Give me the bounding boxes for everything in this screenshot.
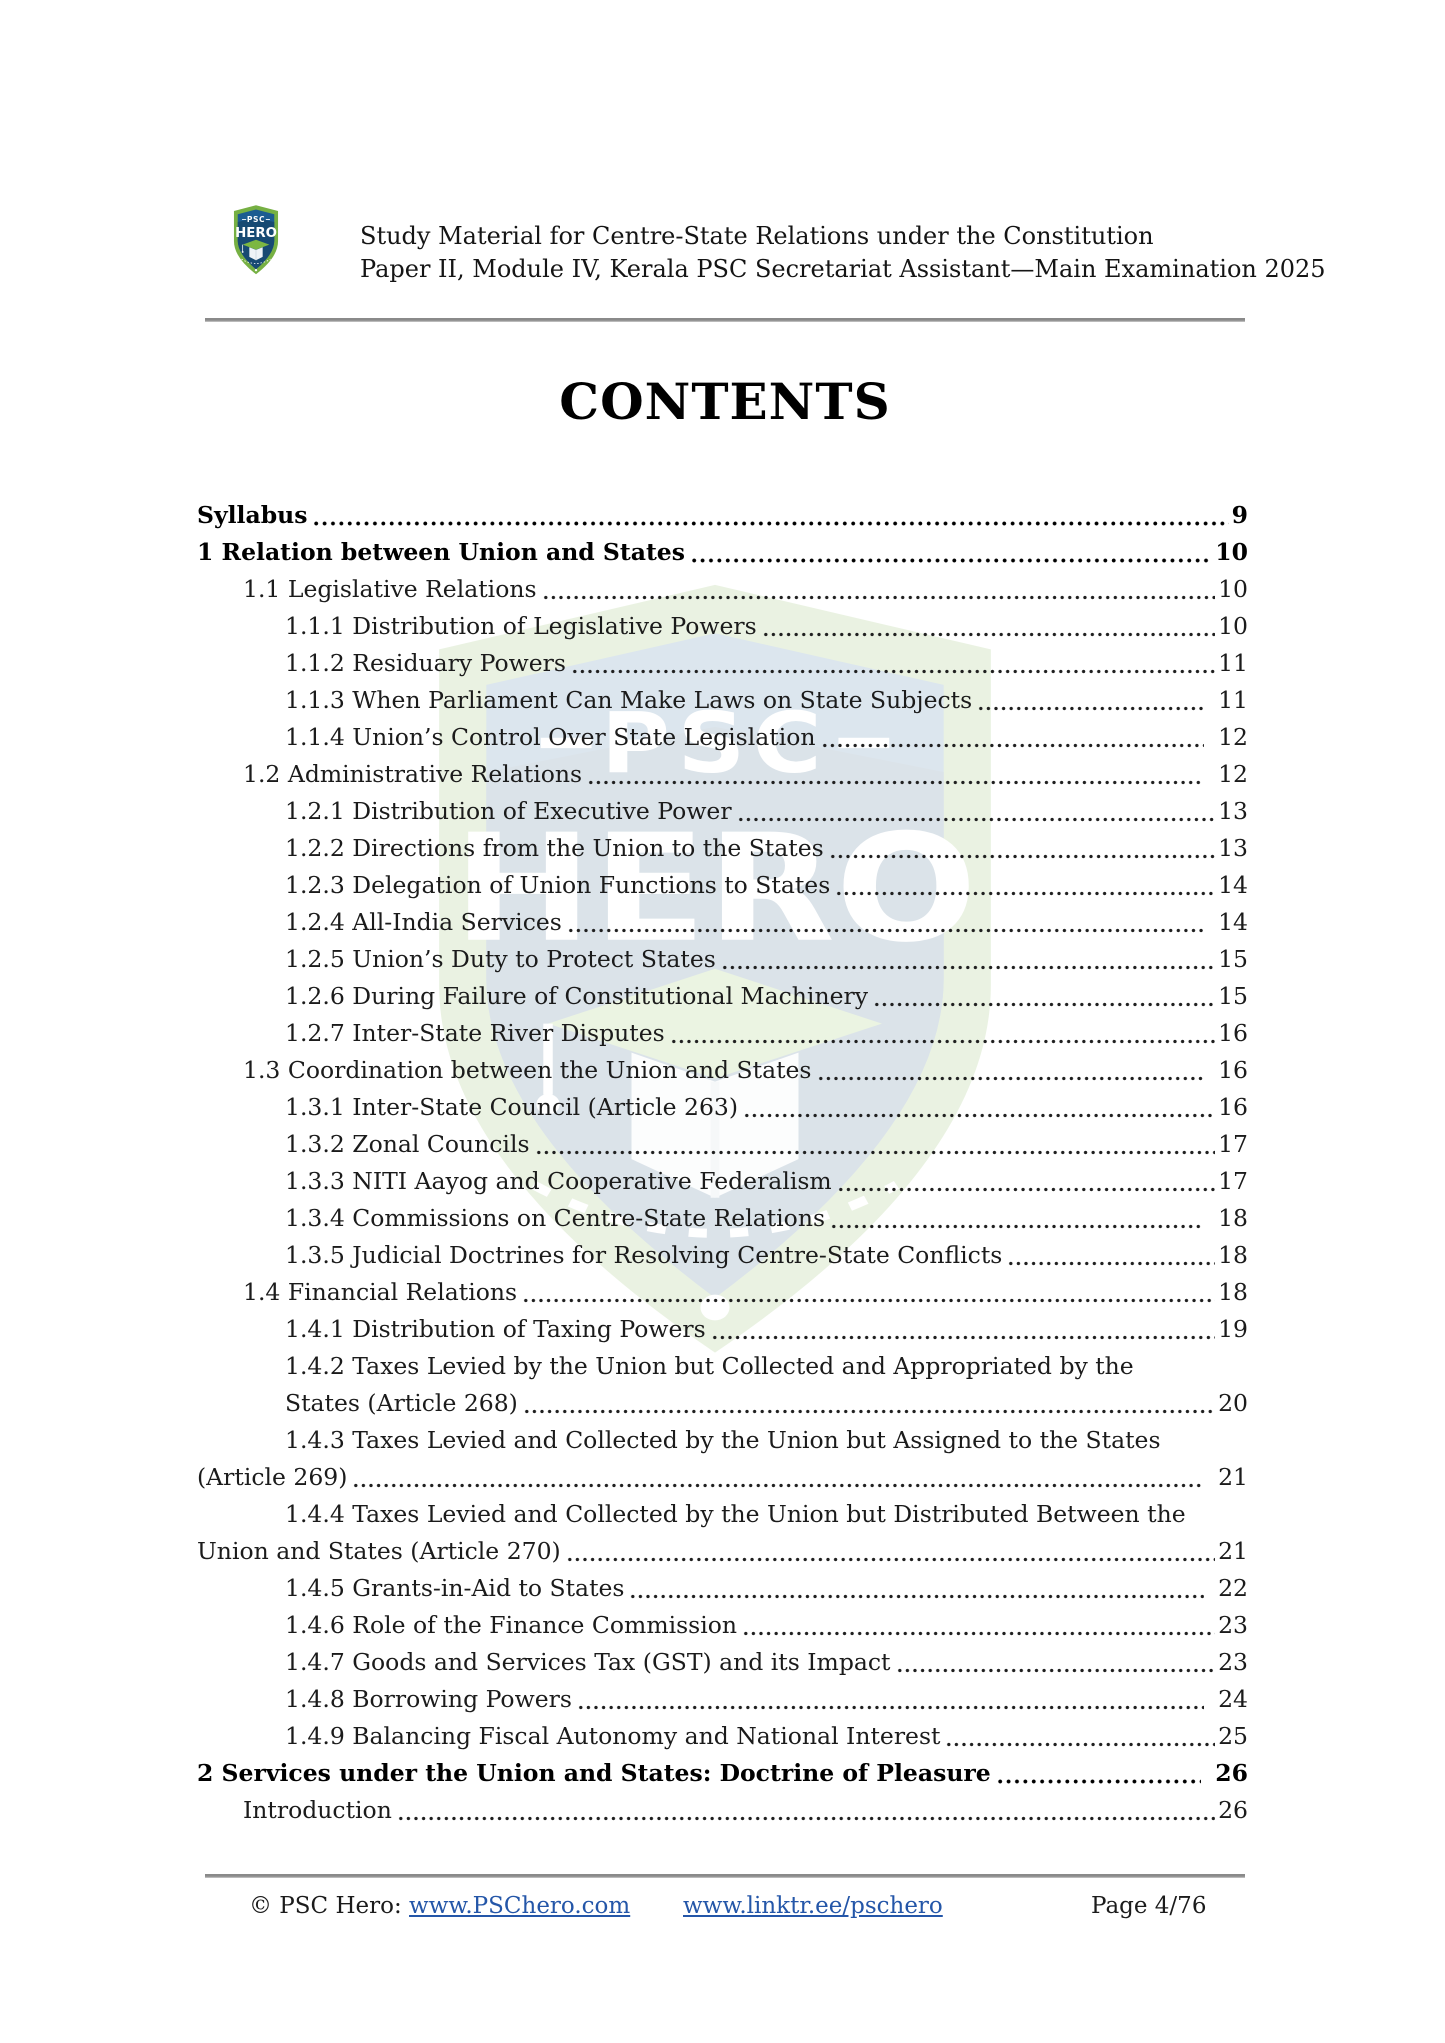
dot-leader: [721, 941, 1215, 978]
toc-entry[interactable]: [197, 978, 1248, 1015]
toc-entry[interactable]: [197, 941, 1248, 978]
dot-leader: [711, 1311, 1215, 1348]
header-line2: Paper II, Module IV, Kerala PSC Secretariat Assistant—Main Examination 2025: [360, 255, 1326, 283]
toc-entry-label: 1.2.1 Distribution of Executive Power: [285, 797, 732, 825]
dot-leader: [522, 1274, 1215, 1311]
toc-entry-label: 1.4 Financial Relations: [243, 1278, 518, 1306]
header-line1: Study Material for Centre-State Relations under the Constitution: [360, 222, 1154, 250]
toc-entry-label: 1.3.3 NITI Aayog and Cooperative Federalism: [285, 1167, 832, 1195]
toc-page-number: 14: [1218, 871, 1248, 899]
toc-page-number: 10: [1218, 612, 1248, 640]
dot-leader: [523, 1385, 1215, 1422]
toc-page-number: 18: [1218, 1278, 1248, 1306]
toc-entry-label: 1.1.3 When Parliament Can Make Laws on State Subjects: [285, 686, 973, 714]
toc-entry[interactable]: [197, 1311, 1248, 1348]
toc-page-number: 22: [1218, 1574, 1248, 1602]
toc-entry-label: 1.4.8 Borrowing Powers: [285, 1685, 572, 1713]
dot-leader: [312, 497, 1228, 534]
toc-entry[interactable]: [197, 497, 1248, 534]
toc-page-number: 16: [1218, 1019, 1248, 1047]
dot-leader: [566, 1533, 1215, 1570]
dot-leader: [352, 1459, 1204, 1496]
toc-page-number: 13: [1218, 834, 1248, 862]
toc-entry[interactable]: [197, 793, 1248, 830]
toc-entry[interactable]: [197, 1422, 1248, 1496]
toc-entry[interactable]: [197, 534, 1248, 571]
toc-entry-label: 1.3 Coordination between the Union and States: [243, 1056, 812, 1084]
dot-leader: [743, 1089, 1215, 1126]
toc-entry[interactable]: [197, 645, 1248, 682]
dot-leader: [896, 1644, 1216, 1681]
toc-page-number: 25: [1218, 1722, 1248, 1750]
toc-entry[interactable]: [197, 1570, 1248, 1607]
toc-entry-label: 1.4.4 Taxes Levied and Collected by the Union but Distributed Between the: [285, 1500, 1186, 1528]
dot-leader: [817, 1052, 1205, 1089]
toc-entry[interactable]: [197, 1607, 1248, 1644]
toc-entry-label: 1.4.7 Goods and Services Tax (GST) and its Impact: [285, 1648, 891, 1676]
toc-entry[interactable]: [197, 1015, 1248, 1052]
document-footer: [205, 1893, 1245, 1927]
header-divider: [205, 318, 1245, 322]
toc-entry[interactable]: [197, 830, 1248, 867]
toc-list: [197, 497, 1248, 1829]
toc-entry-label: 1.4.3 Taxes Levied and Collected by the Union but Assigned to the States: [285, 1426, 1161, 1454]
dot-leader: [577, 1681, 1204, 1718]
toc-entry-label: 1.3.4 Commissions on Centre-State Relations: [285, 1204, 826, 1232]
toc-page-number: 15: [1218, 982, 1248, 1010]
toc-entry[interactable]: [197, 1274, 1248, 1311]
toc-page-number: 13: [1218, 797, 1248, 825]
toc-entry[interactable]: [197, 1200, 1248, 1237]
toc-entry[interactable]: [197, 1348, 1248, 1422]
toc-page-number: 9: [1231, 501, 1248, 529]
toc-entry[interactable]: [197, 1163, 1248, 1200]
footer-divider: [205, 1874, 1245, 1878]
toc-entry[interactable]: [197, 1089, 1248, 1126]
toc-entry-label: 1.4.5 Grants-in-Aid to States: [285, 1574, 625, 1602]
toc-page-number: 21: [1218, 1463, 1248, 1491]
toc-entry[interactable]: [197, 867, 1248, 904]
document-header: [360, 220, 1326, 286]
page-number: Page 4/76: [1091, 1893, 1207, 1919]
psc-hero-logo-icon: [227, 204, 285, 276]
toc-entry[interactable]: [197, 608, 1248, 645]
dot-leader: [690, 534, 1212, 571]
toc-page-number: 18: [1218, 1204, 1248, 1232]
toc-entry[interactable]: [197, 1644, 1248, 1681]
dot-leader: [977, 682, 1204, 719]
toc-entry-label: 1.2.6 During Failure of Constitutional Machinery: [285, 982, 868, 1010]
dot-leader: [567, 904, 1204, 941]
dot-leader: [629, 1570, 1204, 1607]
toc-entry[interactable]: [197, 756, 1248, 793]
dot-leader: [542, 571, 1216, 608]
toc-entry[interactable]: [197, 1681, 1248, 1718]
toc-page-number: 15: [1218, 945, 1248, 973]
toc-entry-label: 1.1.1 Distribution of Legislative Powers: [285, 612, 757, 640]
toc-entry-label: 1.1.2 Residuary Powers: [285, 649, 566, 677]
toc-page-number: 26: [1215, 1759, 1248, 1787]
dot-leader: [571, 645, 1215, 682]
toc-page-number: 16: [1218, 1056, 1248, 1084]
toc-entry[interactable]: [197, 1792, 1248, 1829]
toc-entry[interactable]: [197, 1496, 1248, 1570]
toc-entry-label: 2 Services under the Union and States: Doctrine of Pleasure: [197, 1759, 991, 1787]
toc-page-number: 10: [1218, 575, 1248, 603]
toc-entry[interactable]: [197, 904, 1248, 941]
dot-leader: [837, 1163, 1215, 1200]
toc-page-number: 23: [1218, 1648, 1248, 1676]
dot-leader: [670, 1015, 1215, 1052]
toc-entry-label: (Article 269): [197, 1463, 348, 1491]
dot-leader: [762, 608, 1215, 645]
toc-entry-label: Introduction: [243, 1796, 392, 1824]
dot-leader: [830, 1200, 1204, 1237]
toc-page-number: 11: [1218, 649, 1248, 677]
toc-page-number: 16: [1218, 1093, 1248, 1121]
toc-entry[interactable]: [197, 1237, 1248, 1274]
dot-leader: [821, 719, 1205, 756]
dot-leader: [945, 1718, 1215, 1755]
dot-leader: [397, 1792, 1215, 1829]
toc-page-number: 18: [1218, 1241, 1248, 1269]
toc-page-number: 20: [1218, 1389, 1248, 1417]
toc-entry-label: 1.2 Administrative Relations: [243, 760, 583, 788]
dot-leader: [996, 1755, 1202, 1792]
toc-page-number: 23: [1218, 1611, 1248, 1639]
toc-entry-label: 1.2.4 All-India Services: [285, 908, 562, 936]
toc-entry[interactable]: [197, 682, 1248, 719]
toc-entry-label: 1.2.3 Delegation of Union Functions to States: [285, 871, 831, 899]
toc-entry[interactable]: [197, 719, 1248, 756]
toc-entry-label: 1.4.9 Balancing Fiscal Autonomy and National Interest: [285, 1722, 941, 1750]
toc-page-number: 17: [1218, 1167, 1248, 1195]
page-title: CONTENTS: [559, 372, 891, 431]
toc-entry-label: 1.1.4 Union’s Control Over State Legislation: [285, 723, 816, 751]
toc-page-number: 19: [1218, 1315, 1248, 1343]
toc-entry-label: 1.3.5 Judicial Doctrines for Resolving Centre-State Conflicts: [285, 1241, 1003, 1269]
toc-entry[interactable]: [197, 1052, 1248, 1089]
toc-page-number: 10: [1215, 538, 1248, 566]
toc-entry-label: 1 Relation between Union and States: [197, 538, 685, 566]
dot-leader: [873, 978, 1215, 1015]
dot-leader: [742, 1607, 1215, 1644]
toc-entry[interactable]: [197, 1755, 1248, 1792]
toc-entry-label: 1.1 Legislative Relations: [243, 575, 537, 603]
pschero-link[interactable]: www.PSChero.com: [409, 1893, 631, 1919]
toc-entry-label: States (Article 268): [285, 1389, 518, 1417]
dot-leader: [587, 756, 1204, 793]
toc-entry-label: 1.2.7 Inter-State River Disputes: [285, 1019, 665, 1047]
toc-page-number: 24: [1218, 1685, 1248, 1713]
toc-entry[interactable]: [197, 571, 1248, 608]
toc-entry-label: 1.4.1 Distribution of Taxing Powers: [285, 1315, 706, 1343]
toc-entry-label: 1.4.6 Role of the Finance Commission: [285, 1611, 738, 1639]
toc-page-number: 12: [1218, 760, 1248, 788]
toc-entry-label: 1.3.1 Inter-State Council (Article 263): [285, 1093, 739, 1121]
toc-page-number: 14: [1218, 908, 1248, 936]
linktree-link[interactable]: www.linktr.ee/pschero: [683, 1893, 943, 1919]
dot-leader: [535, 1126, 1216, 1163]
dot-leader: [737, 793, 1216, 830]
toc-entry-label: 1.2.5 Union’s Duty to Protect States: [285, 945, 716, 973]
dot-leader: [835, 867, 1215, 904]
toc-page-number: 17: [1218, 1130, 1248, 1158]
toc-entry-label: 1.4.2 Taxes Levied by the Union but Collected and Appropriated by the: [285, 1352, 1134, 1380]
toc-entry-label: Union and States (Article 270): [197, 1537, 561, 1565]
toc-page-number: 21: [1218, 1537, 1248, 1565]
toc-entry[interactable]: [197, 1126, 1248, 1163]
toc-page-number: 12: [1218, 723, 1248, 751]
copyright-text: [249, 1893, 630, 1919]
toc-entry[interactable]: [197, 1718, 1248, 1755]
dot-leader: [1007, 1237, 1215, 1274]
toc-entry-label: Syllabus: [197, 501, 308, 529]
toc-page-number: 11: [1218, 686, 1248, 714]
copyright-prefix: © PSC Hero:: [249, 1893, 410, 1919]
toc-entry-label: 1.2.2 Directions from the Union to the States: [285, 834, 824, 862]
toc-page-number: 26: [1218, 1796, 1248, 1824]
toc-entry-label: 1.3.2 Zonal Councils: [285, 1130, 530, 1158]
dot-leader: [829, 830, 1215, 867]
